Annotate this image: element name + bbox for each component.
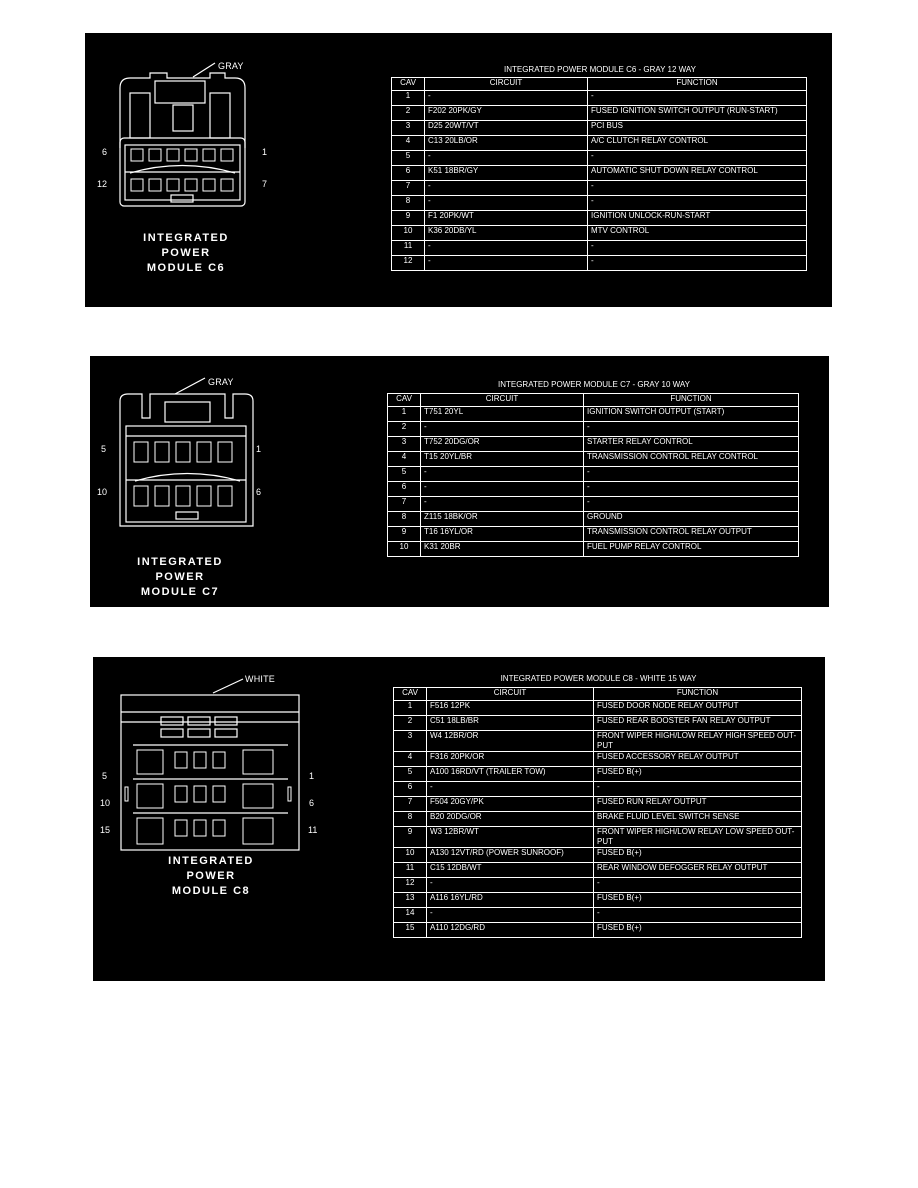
cell-cav: 3 [388,437,421,452]
table-row [392,256,807,271]
cell-cav: 2 [394,716,427,731]
cell-function: - [588,241,807,256]
cell-cav: 4 [392,136,425,151]
table-row [388,452,799,467]
table-row [394,848,802,863]
cell-circuit: - [421,467,584,482]
cell-cav: 7 [392,181,425,196]
table-row [394,782,802,797]
pinout-table-c6 [391,77,807,271]
module-name-line: INTEGRATED [137,556,223,568]
cell-function: FUEL PUMP RELAY CONTROL [584,542,799,557]
table-row [388,527,799,542]
cell-function: FUSED B(+) [594,893,802,908]
cell-function: PCI BUS [588,121,807,136]
cell-function: FRONT WIPER HIGH/LOW RELAY LOW SPEED OUT-PUT [594,827,802,848]
header-function: FUNCTION [584,394,799,407]
cell-cav: 1 [388,407,421,422]
cell-cav: 10 [388,542,421,557]
table-header-row [392,78,807,91]
table-row [392,241,807,256]
cell-circuit: Z115 18BK/OR [421,512,584,527]
pin-label: 6 [102,147,108,157]
cell-circuit: A116 16YL/RD [427,893,594,908]
cell-function: FUSED REAR BOOSTER FAN RELAY OUTPUT [594,716,802,731]
cell-circuit: C51 18LB/BR [427,716,594,731]
table-row [388,497,799,512]
module-name-line: INTEGRATED [143,232,229,244]
cell-cav: 10 [392,226,425,241]
cell-cav: 13 [394,893,427,908]
cell-function: STARTER RELAY CONTROL [584,437,799,452]
cell-circuit: - [425,241,588,256]
cell-circuit: W4 12BR/OR [427,731,594,752]
pin-label: 15 [100,825,111,835]
pin-label: 5 [101,444,107,454]
cell-circuit: F1 20PK/WT [425,211,588,226]
cell-cav: 6 [388,482,421,497]
cell-cav: 11 [392,241,425,256]
cell-circuit: T751 20YL [421,407,584,422]
cell-function: BRAKE FLUID LEVEL SWITCH SENSE [594,812,802,827]
cell-function: A/C CLUTCH RELAY CONTROL [588,136,807,151]
cell-circuit: K51 18BR/GY [425,166,588,181]
cell-function: - [594,878,802,893]
header-circuit: CIRCUIT [427,688,594,701]
connector-panel-c6 [85,33,832,307]
module-name-line: INTEGRATED [168,855,254,867]
cell-cav: 6 [392,166,425,181]
table-title-c7: INTEGRATED POWER MODULE C7 - GRAY 10 WAY [497,380,691,389]
cell-cav: 8 [392,196,425,211]
table-row [392,226,807,241]
table-row [394,863,802,878]
table-row [394,878,802,893]
cell-circuit: A110 12DG/RD [427,923,594,938]
cell-cav: 8 [394,812,427,827]
cell-cav: 2 [388,422,421,437]
pin-label: 5 [102,771,108,781]
cell-cav: 9 [394,827,427,848]
cell-function: FUSED B(+) [594,848,802,863]
cell-cav: 12 [394,878,427,893]
cell-cav: 5 [392,151,425,166]
module-name-line: MODULE C7 [140,586,220,598]
cell-circuit: W3 12BR/WT [427,827,594,848]
cell-circuit: T16 16YL/OR [421,527,584,542]
cell-circuit: - [425,256,588,271]
module-name-line: MODULE C6 [146,262,226,274]
pin-label: 1 [262,147,268,157]
connector-color-label: GRAY [208,377,234,387]
cell-function: IGNITION UNLOCK-RUN-START [588,211,807,226]
cell-circuit: F504 20GY/PK [427,797,594,812]
table-row [394,701,802,716]
pin-label: 11 [308,825,318,835]
table-row [392,211,807,226]
cell-function: - [588,196,807,211]
connector-c8-outline [93,657,313,857]
cell-cav: 4 [394,752,427,767]
cell-cav: 5 [394,767,427,782]
pin-label: 10 [97,487,108,497]
table-header-row [388,394,799,407]
cell-function: - [584,497,799,512]
cell-circuit: F516 12PK [427,701,594,716]
pin-label: 10 [100,798,111,808]
header-function: FUNCTION [588,78,807,91]
cell-circuit: - [427,908,594,923]
table-row [394,797,802,812]
table-row [392,136,807,151]
cell-function: TRANSMISSION CONTROL RELAY CONTROL [584,452,799,467]
cell-function: - [588,181,807,196]
table-title-c8: INTEGRATED POWER MODULE C8 - WHITE 15 WAY [500,674,697,683]
table-row [394,827,802,848]
table-row [392,91,807,106]
cell-circuit: - [427,878,594,893]
connector-panel-c8 [93,657,825,981]
cell-circuit: A100 16RD/VT (TRAILER TOW) [427,767,594,782]
module-name-line: POWER [186,870,236,882]
cell-cav: 3 [394,731,427,752]
pin-label: 12 [97,179,108,189]
pinout-table-c7 [387,393,799,557]
cell-circuit: K36 20DB/YL [425,226,588,241]
cell-cav: 1 [392,91,425,106]
table-row [394,767,802,782]
table-row [392,166,807,181]
cell-circuit: - [421,482,584,497]
cell-function: - [588,256,807,271]
module-name-line: POWER [155,571,205,583]
cell-function: - [584,467,799,482]
module-name-line: MODULE C8 [171,885,251,897]
pin-label: 7 [262,179,268,189]
module-name-c8 [151,854,271,899]
table-row [392,181,807,196]
table-row [388,512,799,527]
cell-circuit: K31 20BR [421,542,584,557]
cell-cav: 2 [392,106,425,121]
pin-label: 1 [309,771,315,781]
cell-function: - [588,91,807,106]
table-row [392,151,807,166]
cell-function: - [588,151,807,166]
cell-circuit: - [425,151,588,166]
connector-panel-c7 [90,356,829,607]
cell-function: - [584,422,799,437]
table-row [388,407,799,422]
header-circuit: CIRCUIT [425,78,588,91]
pinout-table-c8 [393,687,802,938]
cell-function: IGNITION SWITCH OUTPUT (START) [584,407,799,422]
cell-circuit: - [421,497,584,512]
table-header-row [394,688,802,701]
table-row [388,482,799,497]
table-row [394,716,802,731]
table-row [388,422,799,437]
header-cav: CAV [394,688,427,701]
table-row [394,731,802,752]
cell-circuit: C13 20LB/OR [425,136,588,151]
cell-function: REAR WINDOW DEFOGGER RELAY OUTPUT [594,863,802,878]
cell-cav: 1 [394,701,427,716]
table-title-c6: INTEGRATED POWER MODULE C6 - GRAY 12 WAY [503,65,697,74]
cell-circuit: C15 12DB/WT [427,863,594,878]
cell-circuit: T15 20YL/BR [421,452,584,467]
table-row [394,812,802,827]
connector-color-label: GRAY [218,61,244,71]
cell-function: - [584,482,799,497]
connector-c6-outline [85,33,285,233]
cell-circuit: B20 20DG/OR [427,812,594,827]
pin-label: 6 [256,487,262,497]
cell-cav: 9 [392,211,425,226]
cell-circuit: D25 20WT/VT [425,121,588,136]
table-row [388,542,799,557]
cell-cav: 7 [394,797,427,812]
cell-cav: 9 [388,527,421,542]
cell-function: MTV CONTROL [588,226,807,241]
cell-cav: 5 [388,467,421,482]
cell-function: GROUND [584,512,799,527]
cell-cav: 10 [394,848,427,863]
cell-function: AUTOMATIC SHUT DOWN RELAY CONTROL [588,166,807,181]
connector-color-label: WHITE [245,674,275,684]
cell-circuit: F202 20PK/GY [425,106,588,121]
connector-c7-outline [90,356,290,556]
pin-label: 1 [256,444,262,454]
cell-cav: 6 [394,782,427,797]
cell-cav: 14 [394,908,427,923]
cell-circuit: - [425,91,588,106]
table-row [388,467,799,482]
cell-function: - [594,908,802,923]
cell-function: FUSED RUN RELAY OUTPUT [594,797,802,812]
table-row [394,923,802,938]
cell-cav: 11 [394,863,427,878]
cell-function: - [594,782,802,797]
cell-circuit: - [425,196,588,211]
table-row [392,196,807,211]
module-name-c6 [126,231,246,276]
cell-circuit: - [421,422,584,437]
cell-circuit: F316 20PK/OR [427,752,594,767]
header-cav: CAV [388,394,421,407]
cell-function: FRONT WIPER HIGH/LOW RELAY HIGH SPEED OUT-PUT [594,731,802,752]
table-row [394,908,802,923]
header-cav: CAV [392,78,425,91]
cell-circuit: A130 12VT/RD (POWER SUNROOF) [427,848,594,863]
module-name-c7 [120,555,240,600]
header-function: FUNCTION [594,688,802,701]
cell-function: FUSED ACCESSORY RELAY OUTPUT [594,752,802,767]
cell-cav: 3 [392,121,425,136]
table-row [394,893,802,908]
cell-cav: 15 [394,923,427,938]
table-row [388,437,799,452]
cell-cav: 8 [388,512,421,527]
cell-function: FUSED B(+) [594,767,802,782]
cell-circuit: T752 20DG/OR [421,437,584,452]
cell-circuit: - [427,782,594,797]
header-circuit: CIRCUIT [421,394,584,407]
table-row [394,752,802,767]
cell-function: TRANSMISSION CONTROL RELAY OUTPUT [584,527,799,542]
cell-cav: 4 [388,452,421,467]
cell-cav: 12 [392,256,425,271]
cell-cav: 7 [388,497,421,512]
cell-function: FUSED DOOR NODE RELAY OUTPUT [594,701,802,716]
pin-label: 6 [309,798,315,808]
cell-circuit: - [425,181,588,196]
cell-function: FUSED IGNITION SWITCH OUTPUT (RUN-START) [588,106,807,121]
cell-function: FUSED B(+) [594,923,802,938]
module-name-line: POWER [161,247,211,259]
table-row [392,106,807,121]
table-row [392,121,807,136]
